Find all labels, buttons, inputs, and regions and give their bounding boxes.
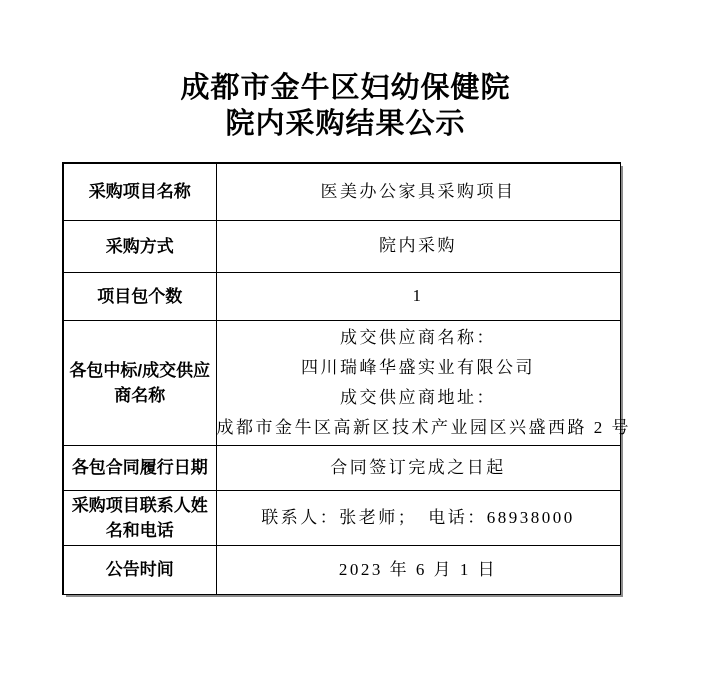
document-content	[62, 0, 631, 595]
row-value-package-count: 1	[216, 272, 620, 320]
row-label-package-count: 项目包个数	[63, 272, 216, 320]
supplier-name-caption: 成交供应商名称：	[340, 327, 496, 347]
table-row-supplier-info	[63, 320, 620, 445]
row-label-contact: 采购项目联系人姓名和电话	[63, 490, 216, 545]
row-label-procurement-method: 采购方式	[63, 220, 216, 272]
table-row-contact	[63, 490, 620, 545]
table-row-contract-date	[63, 445, 620, 490]
supplier-name: 四川瑞峰华盛实业有限公司	[301, 357, 535, 377]
title-line-2: 院内采购结果公示	[225, 108, 466, 140]
supplier-address: 成都市金牛区高新区技术产业园区兴盛西路 2 号	[216, 417, 631, 437]
row-label-supplier-info: 各包中标/成交供应商名称	[63, 320, 216, 445]
row-label-project-name: 采购项目名称	[63, 163, 216, 220]
row-value-contact: 联系人：张老师； 电话：68938000	[216, 490, 620, 545]
table-row-package-count	[63, 272, 620, 320]
row-value-contract-date: 合同签订完成之日起	[216, 445, 620, 490]
row-label-contract-date: 各包合同履行日期	[63, 445, 216, 490]
row-value-supplier-info	[216, 320, 631, 445]
procurement-result-table	[62, 162, 631, 595]
title-line-1: 成都市金牛区妇幼保健院	[180, 72, 511, 104]
row-value-procurement-method: 院内采购	[216, 220, 620, 272]
table-row-project-name	[63, 163, 620, 220]
supplier-address-caption: 成交供应商地址：	[340, 387, 496, 407]
row-value-project-name: 医美办公家具采购项目	[216, 163, 620, 220]
row-label-announce-date: 公告时间	[63, 545, 216, 594]
row-value-announce-date: 2023 年 6 月 1 日	[216, 545, 620, 594]
table-row-announce-date	[63, 545, 620, 594]
page-title	[62, 70, 619, 142]
table-row-procurement-method	[63, 220, 620, 272]
